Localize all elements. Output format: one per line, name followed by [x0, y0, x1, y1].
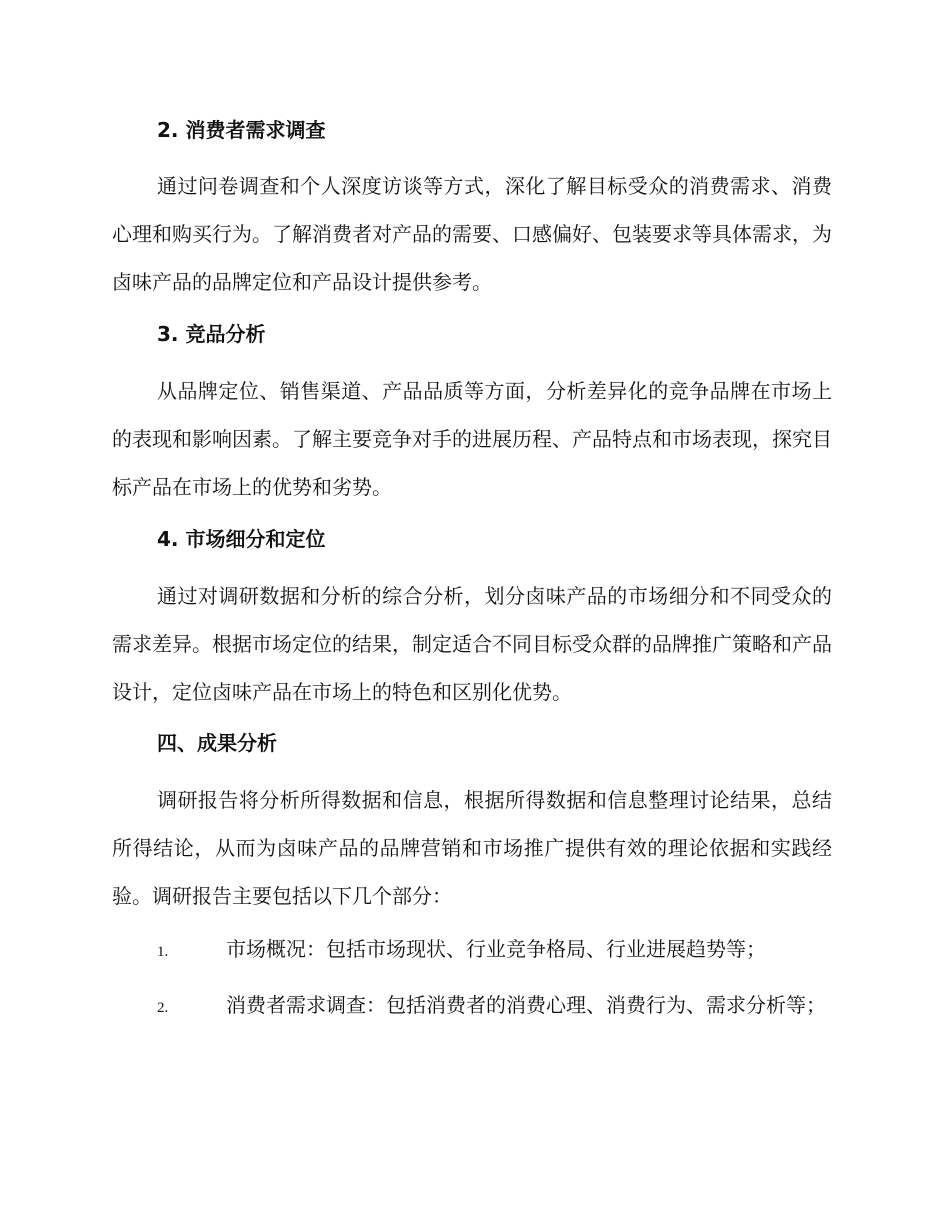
paragraph-competitor-analysis: 从品牌定位、销售渠道、产品品质等方面，分析差异化的竞争品牌在市场上的表现和影响因素。了解主要竞争对手的进展历程、产品特点和市场表现，探究目标产品在市场上的优势和劣势。 — [112, 379, 832, 499]
section-heading-consumer-survey: 2. 消费者需求调查 — [157, 118, 326, 142]
section-heading-competitor-analysis: 3. 竞品分析 — [157, 322, 266, 346]
list-item-text: 市场概况：包括市场现状、行业竞争格局、行业进展趋势等； — [226, 937, 766, 961]
list-item — [112, 925, 832, 976]
list-item-number: 1. — [157, 944, 169, 960]
section-heading-market-segmentation: 4. 市场细分和定位 — [157, 527, 326, 551]
list-item — [112, 981, 832, 1032]
paragraph-market-segmentation: 通过对调研数据和分析的综合分析，划分卤味产品的市场细分和不同受众的需求差异。根据市场定位的结果，制定适合不同目标受众群的品牌推广策略和产品设计，定位卤味产品在市场上的特色和区别化优势。 — [112, 584, 832, 704]
list-item-number: 2. — [157, 1000, 169, 1016]
list-item-text: 消费者需求调查：包括消费者的消费心理、消费行为、需求分析等； — [226, 993, 826, 1017]
paragraph-results-analysis: 调研报告将分析所得数据和信息，根据所得数据和信息整理讨论结果，总结所得结论，从而为卤味产品的品牌营销和市场推广提供有效的理论依据和实践经验。调研报告主要包括以下几个部分： — [112, 788, 832, 908]
paragraph-consumer-survey: 通过问卷调查和个人深度访谈等方式，深化了解目标受众的消费需求、消费心理和购买行为。了解消费者对产品的需要、口感偏好、包装要求等具体需求，为卤味产品的品牌定位和产品设计提供参考。 — [112, 174, 832, 294]
section-heading-results-analysis: 四、成果分析 — [157, 731, 277, 755]
